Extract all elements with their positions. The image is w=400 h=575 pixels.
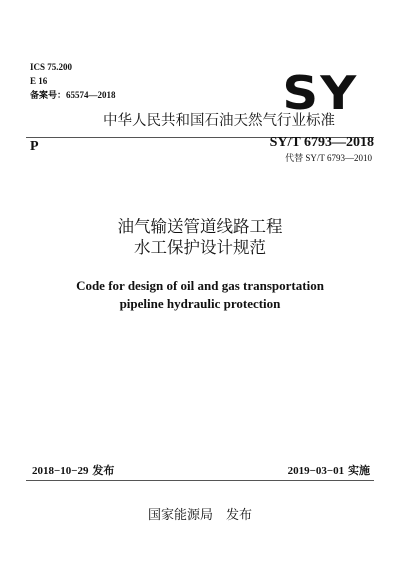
implementation-label: 实施 xyxy=(344,464,370,477)
implementation-date xyxy=(288,464,370,478)
issue-label: 发布 xyxy=(88,464,115,477)
standard-type-title: 中华人民共和国石油天然气行业标准 xyxy=(103,113,335,129)
publisher: 国家能源局 发布 xyxy=(147,508,252,523)
implementation-date-value: 2019−03−01 xyxy=(287,465,345,477)
category-letter: P xyxy=(30,139,39,154)
record-label: 备案号： xyxy=(30,91,67,101)
document-codes xyxy=(30,60,116,102)
classification-code: E 16 xyxy=(30,76,48,86)
issue-date xyxy=(32,464,114,478)
english-title-line-1: Code for design of oil and gas transportation xyxy=(76,278,324,293)
issue-date-value: 2018−10−29 xyxy=(32,465,89,477)
chinese-title-line-1: 油气输送管道线路工程 xyxy=(117,217,283,236)
replaces-note: 代替 SY/T 6793—2010 xyxy=(285,153,372,163)
ics-code: ICS 75.200 xyxy=(30,62,73,72)
record-number xyxy=(30,88,116,102)
standard-number: SY/T 6793—2018 xyxy=(269,135,374,150)
record-value: 65574—2018 xyxy=(66,90,116,100)
english-title-line-2: pipeline hydraulic protection xyxy=(119,296,281,311)
footer-divider xyxy=(26,480,374,481)
sy-logo: SY xyxy=(281,66,358,120)
chinese-title-line-2: 水工保护设计规范 xyxy=(134,238,266,257)
